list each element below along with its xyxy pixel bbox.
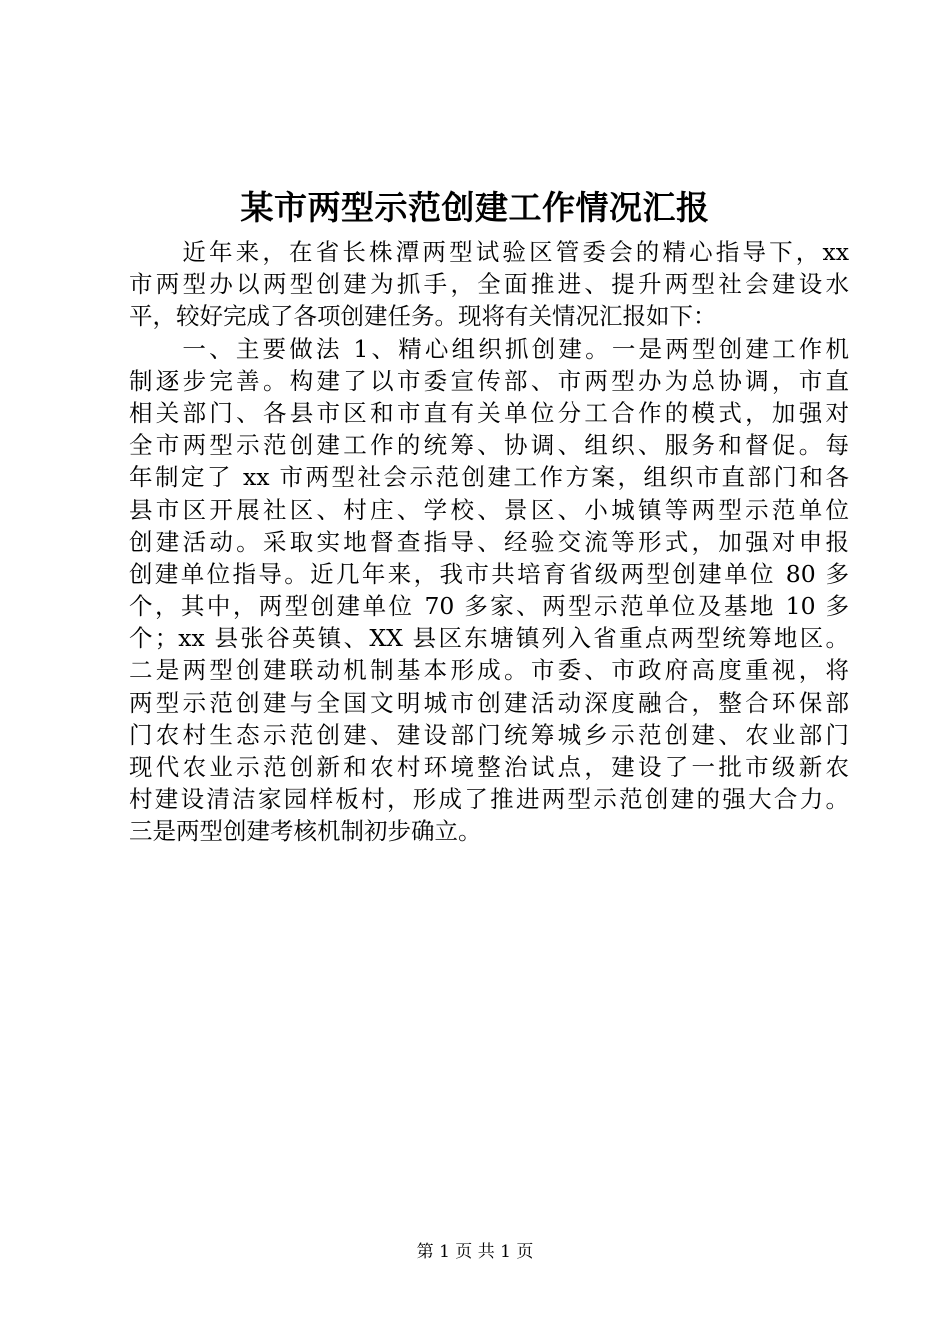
body-line: 二是两型创建联动机制基本形成。市委、市政府高度重视，将 — [129, 656, 849, 685]
body-line: 现代农业示范创新和农村环境整治试点，建设了一批市级新农 — [129, 753, 849, 781]
body-line: 创建活动。采取实地督查指导、经验交流等形式，加强对申报 — [129, 527, 849, 556]
body-line: 年制定了 xx 市两型社会示范创建工作方案，组织市直部门和各 — [129, 463, 849, 492]
body-line: 全市两型示范创建工作的统筹、协调、组织、服务和督促。每 — [129, 431, 849, 460]
body-line: 门农村生态示范创建、建设部门统筹城乡示范创建、农业部门 — [129, 720, 849, 749]
body-line: 制逐步完善。构建了以市委宣传部、市两型办为总协调，市直 — [129, 366, 849, 395]
body-line: 相关部门、各县市区和市直有关单位分工合作的模式，加强对 — [129, 398, 849, 427]
page-footer: 第 1 页 共 1 页 — [416, 1242, 534, 1262]
body-line: 平，较好完成了各项创建任务。现将有关情况汇报如下： — [129, 302, 717, 331]
body-line: 市两型办以两型创建为抓手，全面推进、提升两型社会建设水 — [129, 270, 849, 299]
body-line: 三是两型创建考核机制初步确立。 — [129, 817, 482, 846]
body-line: 近年来，在省长株潭两型试验区管委会的精心指导下，xx — [129, 238, 849, 266]
body-line: 村建设清洁家园样板村，形成了推进两型示范创建的强大合力。 — [129, 785, 849, 814]
body-line: 创建单位指导。近几年来，我市共培育省级两型创建单位 80 多 — [129, 559, 849, 588]
body-line: 两型示范创建与全国文明城市创建活动深度融合，整合环保部 — [129, 688, 849, 717]
body-line: 县市区开展社区、村庄、学校、景区、小城镇等两型示范单位 — [129, 495, 849, 524]
body-line: 个；xx 县张谷英镇、XX 县区东塘镇列入省重点两型统筹地区。 — [129, 624, 849, 653]
body-line: 一、主要做法 1、精心组织抓创建。一是两型创建工作机 — [129, 334, 849, 363]
document-body — [129, 236, 849, 848]
body-line: 个，其中，两型创建单位 70 多家、两型示范单位及基地 10 多 — [129, 592, 849, 621]
document-title: 某市两型示范创建工作情况汇报 — [240, 188, 710, 227]
